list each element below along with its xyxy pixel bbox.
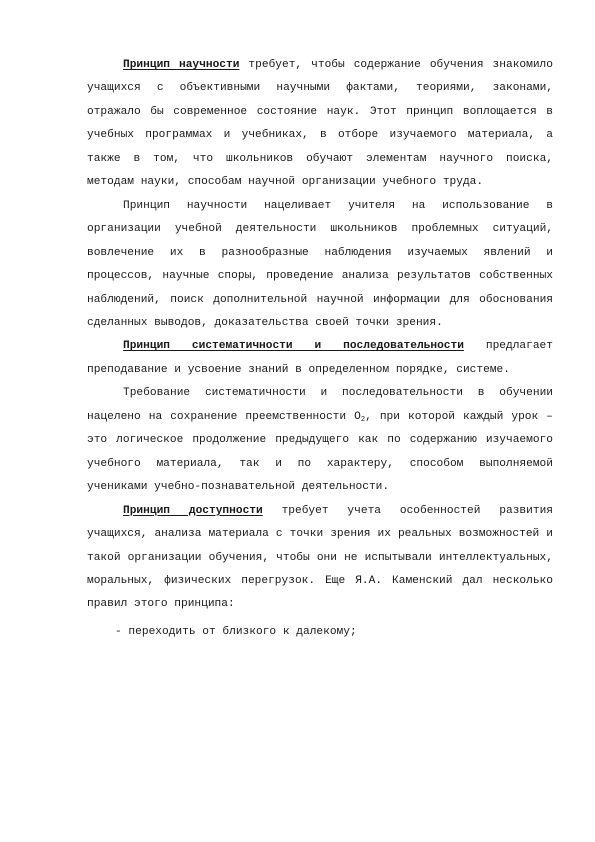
paragraph-text: Принцип научности нацеливает учителя на использование в организации учебной деятельности школьников проблемных ситуаций, вовлечение их в разнообразные наблюдения изучаемых явлений и процессов, научные споры, проведение анализа результатов собственных наблюдений, поиск дополнительной научной информации для обоснования сделанных выводов, доказательства своей точки зрения. bbox=[87, 199, 553, 329]
paragraph-scientific-principle bbox=[87, 54, 553, 195]
paragraph-text: предлагает преподавание и усвоение знаний в определенном порядке, системе. bbox=[87, 340, 553, 376]
document-page bbox=[87, 54, 553, 644]
paragraph-systematic-requirement bbox=[87, 382, 553, 499]
paragraph-text: требует учета особенностей развития учащихся, анализа материала с точки зрения их реальных возможностей и такой организации обучения, чтобы они не испытывали интеллектуальных, моральных, физических перегрузок. Еще Я.А. Каменский дал несколько правил этого принципа: bbox=[87, 504, 553, 611]
term-accessibility-principle: Принцип доступности bbox=[123, 504, 263, 517]
paragraph-accessibility-principle bbox=[87, 500, 553, 617]
paragraph-text: , при которой каждый урок – это логическое продолжение предыдущего как по содержанию изучаемого учебного материала, так и по характеру, способом выполняемой учениками учебно-познавательной деятельности. bbox=[87, 410, 553, 494]
term-systematic-principle: Принцип систематичности и последовательности bbox=[123, 340, 464, 353]
paragraph-scientific-application bbox=[87, 195, 553, 336]
paragraph-text: Требование систематичности и последовательности в обучении нацелено на сохранение преемственности О bbox=[87, 387, 553, 423]
list-item: - переходить от близкого к далекому; bbox=[115, 625, 357, 638]
paragraph-text: требует, чтобы содержание обучения знакомило учащихся с объективными научными фактами, теориями, законами, отражало бы современное состояние наук. Этот принцип воплощается в учебных программах и учебниках, в отборе изучаемого материала, а также в том, что школьников обучают элементам научного поиска, методам науки, способам научной организации учебного труда. bbox=[87, 59, 553, 189]
paragraph-systematic-principle bbox=[87, 335, 553, 382]
subscript: 2 bbox=[360, 415, 366, 424]
term-scientific-principle: Принцип научности bbox=[123, 59, 240, 71]
